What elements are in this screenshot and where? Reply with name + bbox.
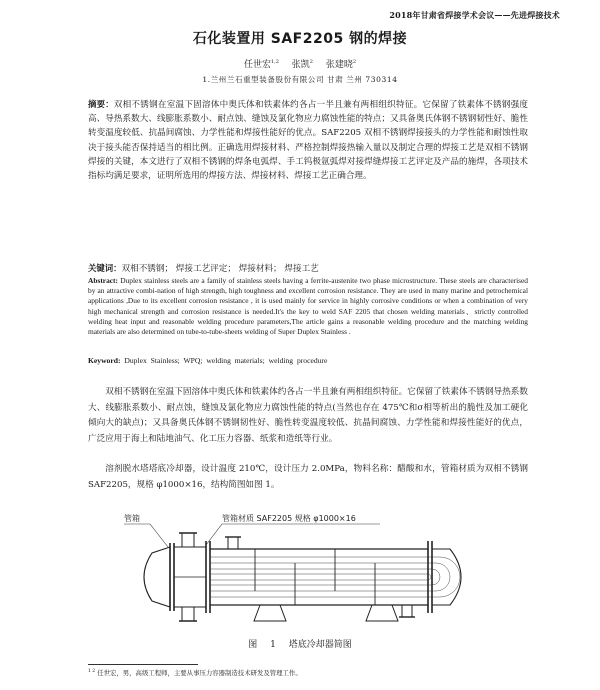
abstract-text: 双相不锈钢在室温下固溶体中奥氏体和铁素体约各占一半且兼有两相组织特征。它保留了铁素体不锈钢强度高、导热系数大、线膨胀系数小、耐点蚀、缝蚀及氯化物应力腐蚀性能的特点；又具备奥氏体钢不锈钢韧性好、脆性转变温度较低、抗晶间腐蚀、力学性能和焊接性能好的优点。SAF2205 双相不锈钢焊接接头的力学性能和耐蚀性取决于接头能否保持适当的相比例。正确选用焊接材料、严格控制焊接热输入量以及制定合理的焊接工艺是双相不锈钢焊接的关键，本文进行了双相不锈钢的焊条电弧焊、手工钨极氩弧焊对接焊缝焊接工艺评定及产品的施焊，各项技术指标均满足要求，证明所选用的焊接方法、焊接材料、焊接工艺正确合理。 <box>88 100 528 182</box>
tube-bundle <box>210 557 440 597</box>
affiliation: 1.兰州兰石重型装备股份有限公司 甘肃 兰州 730314 <box>202 75 398 84</box>
abstract-text-en: Duplex stainless steels are a family of stainless steels having a ferrite-austenite two phase microstructure. These steels are characterised by an attractive combi-nation of high strength, high toughness and excellent corrosion resistance. They are used in many marine and petrochemical applications ,Due to its excellent corrosion resistance , it is used mainly for service in highly corrosive conditions or when a combination of very high mechanical strength and corrosion resistance is needed.It's the key to weld SAF 2205 that chosen welding materials、strictly controlled welding heat input and reasonable welding procedure parameters,The article gains a reasonable welding procedure and the matching welding materials are also determined on tube-to-tube-sheets welding of Super Duplex Stainless . <box>88 276 528 337</box>
author-name: 任世宏 <box>243 60 271 70</box>
saddle-support <box>254 605 286 621</box>
author-list <box>0 57 600 70</box>
figure-title: 塔底冷却器简图 <box>288 640 352 650</box>
nozzle <box>182 533 194 547</box>
abstract-chinese <box>88 97 528 183</box>
channel-head <box>144 547 170 607</box>
keywords-english <box>88 356 528 365</box>
abstract-label-en: Abstract: <box>88 276 118 285</box>
figure-caption <box>0 637 600 650</box>
author-name: 张凯 <box>291 60 310 70</box>
keywords-chinese <box>88 262 528 275</box>
author-mark: 2 <box>309 59 313 65</box>
body-paragraph: 溶剂脱水塔塔底冷却器，设计温度 210℃，设计压力 2.0MPa，物料名称：醋酸和水，管箱材质为双相不锈钢 SAF2205，规格 φ1000×16，结构简图如图 1。 <box>88 464 528 490</box>
saddle-support <box>366 605 398 621</box>
footnote-mark: 1 2 <box>88 668 96 674</box>
body-paragraph: 双相不锈钢在室温下固溶体中奥氏体和铁素体约各占一半且兼有两相组织特征。它保留了铁素体不锈钢导热系数大、线膨胀系数小、耐点蚀，缝蚀及氯化物应力腐蚀性能的特点(当然也存在 475℃和σ相等析出的脆性及加工硬化倾向大的缺点)；又具备奥氏体钢不锈钢韧性好、脆性转变温度较低、抗晶间腐蚀、力学性能和焊接性能好的优点，广泛应用于海上和陆地油气、化工压力容器、纸浆和造纸等行业。 <box>88 387 528 444</box>
author-mark: 2 <box>352 59 357 65</box>
figure-number: 图 1 <box>248 640 276 650</box>
abstract-label: 摘要： <box>88 99 114 109</box>
keywords-label-en: Keyword: <box>88 356 121 365</box>
leader-line <box>150 524 168 547</box>
baffles <box>255 549 375 605</box>
cooler-diagram <box>110 507 500 627</box>
material-label: 管箱材质 SAF2205 规格 φ1000×16 <box>222 514 356 523</box>
running-head: 2018年甘肃省焊接学术会议——先进焊接技术 <box>389 10 560 20</box>
keywords-label: 关键词： <box>88 263 122 273</box>
footnote-text: 任世宏，男，高级工程师，主要从事压力容器制造技术研发及管理工作。 <box>97 669 302 677</box>
shell-nozzle <box>228 537 238 549</box>
keywords-text-en: Duplex Stainless; WPQ; welding materials; welding procedure <box>124 356 328 365</box>
paper-title: 石化装置用 SAF2205 钢的焊接 <box>192 31 408 47</box>
nozzle <box>182 607 194 621</box>
tube-box-label: 管箱 <box>124 514 140 523</box>
abstract-english <box>88 276 528 337</box>
footnote <box>88 668 302 677</box>
footnote-divider <box>88 664 198 665</box>
author-mark: 1,2 <box>270 59 279 65</box>
keywords-text: 双相不锈钢； 焊接工艺评定； 焊接材料； 焊接工艺 <box>121 264 319 274</box>
shell-head <box>432 549 461 605</box>
author-name: 张建晓 <box>325 60 353 70</box>
shell-nozzle <box>402 605 412 617</box>
leader-line <box>206 524 222 545</box>
